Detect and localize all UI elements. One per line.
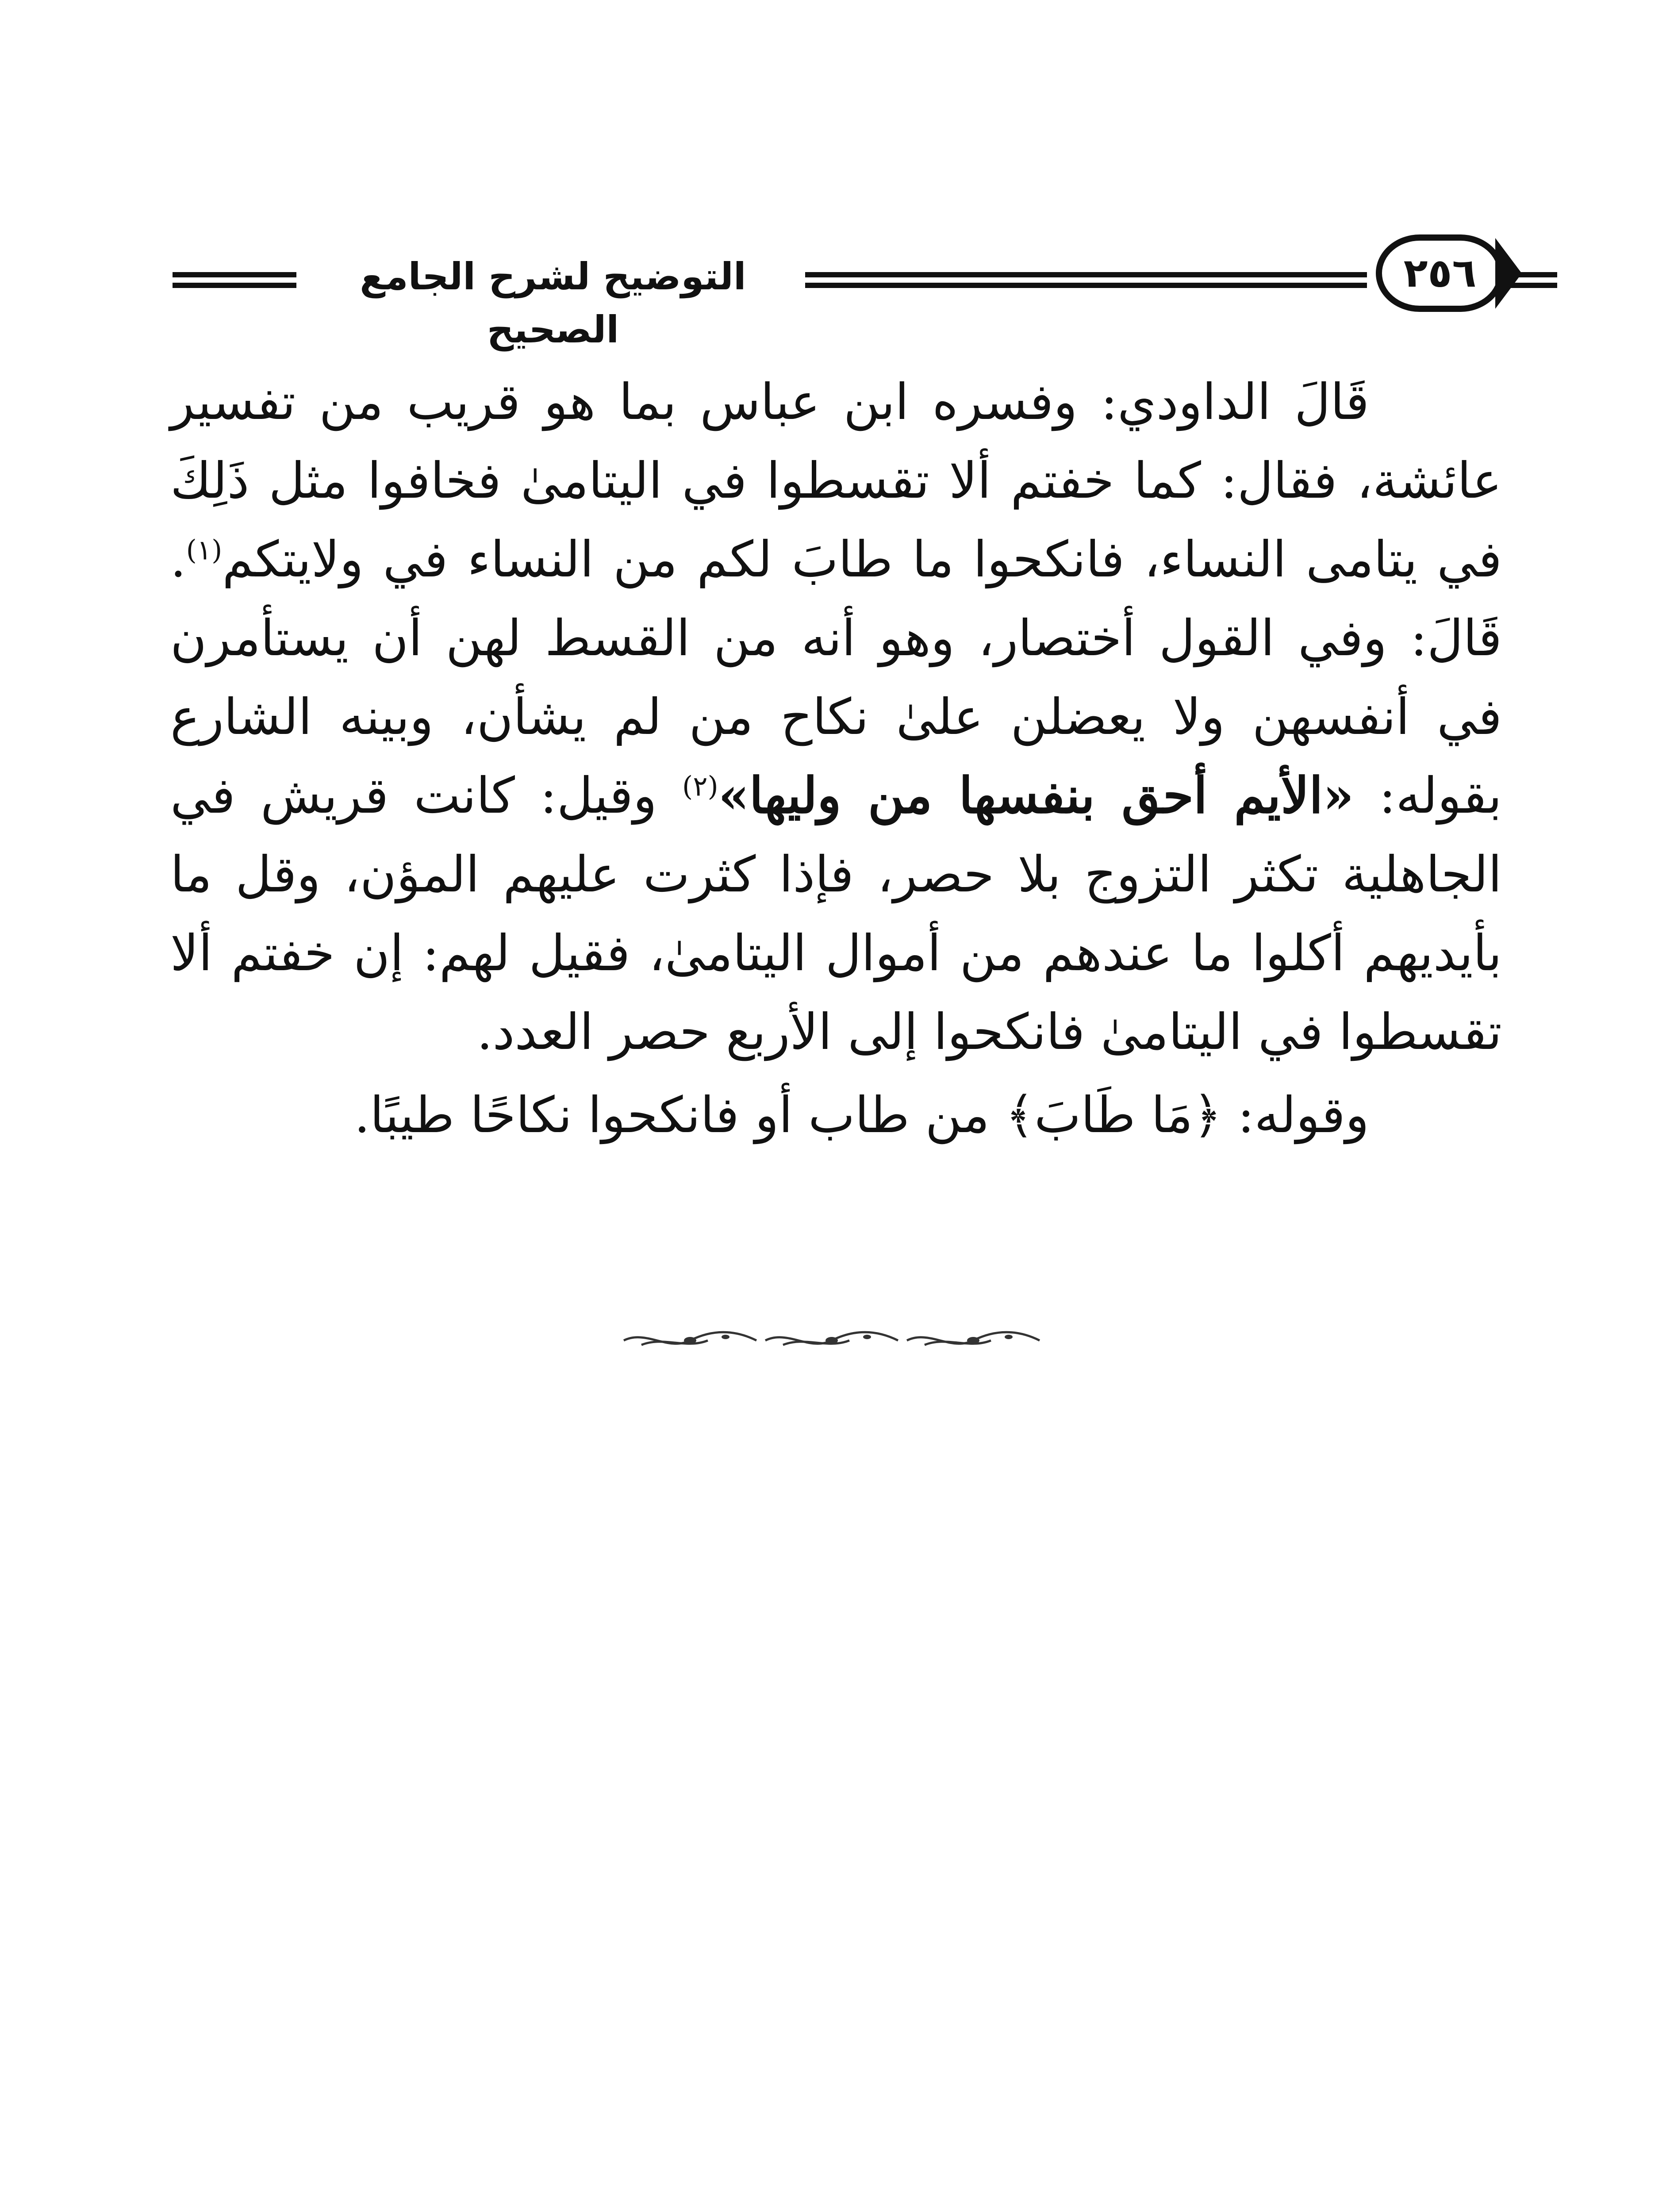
header-rule-middle	[805, 272, 1367, 293]
header-rule-right	[1495, 272, 1557, 293]
footnote-ref-1: (١)	[186, 534, 223, 566]
paragraph-1-part-2: . قَالَ: وفي القول أختصار، وهو أنه من القسط لهن أن يستأمرن في أنفسهن ولا يعضلن علىٰ نكاح من لم يشأن، وبينه الشارع بقوله:	[170, 531, 1502, 825]
hadith-quote: «الأيم أحق بنفسها من وليها»	[718, 767, 1354, 825]
page-number: ٢٥٦	[1403, 250, 1477, 296]
paragraph-1-part-1: قَالَ الداودي: وفسره ابن عباس بما هو قريب من تفسير عائشة، فقال: كما خفتم ألا تقسطوا في اليتامىٰ فخافوا مثل ذَلِكَ في يتامى النساء، فانكحوا ما طابَ لكم من النساء في ولايتكم	[170, 373, 1502, 588]
running-title: التوضيح لشرح الجامع الصحيح	[360, 255, 746, 351]
paragraph-1	[170, 363, 1502, 1071]
paragraph-1-part-3: وقيل: كانت قريش في الجاهلية تكثر التزوج بلا حصر، فإذا كثرت عليهم المؤن، وقل ما بأيديهم أكلوا ما عندهم من أموال اليتامىٰ، فقيل لهم: إن خفتم ألا تقسطوا في اليتامىٰ فانكحوا إلى الأربع حصر العدد.	[170, 767, 1502, 1061]
page-header	[173, 230, 1504, 351]
header-rule-left	[173, 272, 296, 293]
paragraph-2: وقوله: ﴿مَا طَابَ﴾ من طاب أو فانكحوا نكاحًا طيبًا.	[354, 1087, 1369, 1144]
ornament-divider-icon	[615, 1327, 1057, 1354]
page-number-badge	[1376, 234, 1504, 312]
main-text	[170, 363, 1502, 1155]
footnote-ref-2: (٢)	[682, 770, 718, 803]
